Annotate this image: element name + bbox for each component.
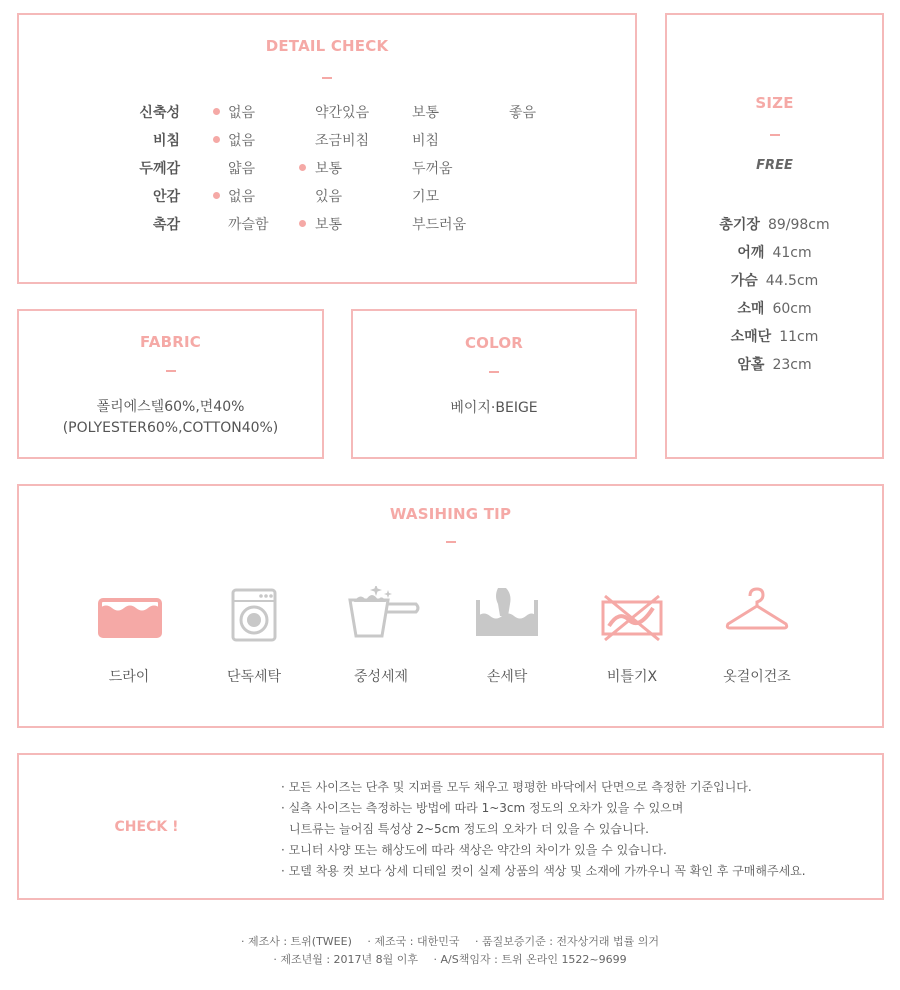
selected-dot bbox=[299, 164, 306, 171]
detail-option: 두꺼움 bbox=[412, 161, 453, 177]
detail-option: 까슬함 bbox=[228, 217, 269, 233]
detail-row-label: 신축성 bbox=[139, 105, 180, 121]
washing-tip-panel bbox=[17, 484, 884, 728]
detail-option: 없음 bbox=[228, 189, 256, 205]
size-subtitle: FREE bbox=[756, 158, 793, 173]
detail-option: 보통 bbox=[412, 105, 440, 121]
hand-wash-icon bbox=[442, 586, 572, 656]
detail-option: 약간있음 bbox=[315, 105, 370, 121]
wash-label: 단독세탁 bbox=[226, 669, 282, 685]
washing-machine-icon bbox=[189, 586, 319, 656]
neutral-detergent-icon bbox=[316, 586, 446, 656]
detail-check-divider bbox=[322, 77, 332, 79]
fabric-composition: 폴리에스텔60%,면40% bbox=[96, 399, 245, 415]
detail-row-label: 비침 bbox=[152, 133, 180, 149]
wash-label: 손세탁 bbox=[486, 669, 528, 685]
detail-row bbox=[19, 186, 635, 214]
size-title: SIZE bbox=[755, 94, 794, 112]
size-row bbox=[667, 214, 882, 234]
color-value: 베이지·BEIGE bbox=[450, 400, 538, 416]
color-divider bbox=[489, 371, 499, 373]
detail-row bbox=[19, 130, 635, 158]
footer-country: · 제조국 : 대한민국 bbox=[367, 935, 460, 948]
fabric-composition-english: (POLYESTER60%,COTTON40%) bbox=[62, 420, 279, 436]
check-title: CHECK ! bbox=[114, 819, 179, 835]
size-row-value: 23cm bbox=[772, 357, 812, 373]
size-row-value: 89/98cm bbox=[767, 217, 830, 233]
size-row-label: 총기장 bbox=[719, 217, 760, 233]
selected-dot bbox=[213, 136, 220, 143]
detail-row bbox=[19, 214, 635, 242]
footer-line-2 bbox=[0, 951, 900, 967]
size-row-label: 소매 bbox=[737, 301, 765, 317]
detail-row bbox=[19, 102, 635, 130]
check-note: 니트류는 늘어짐 특성상 2~5cm 정도의 오차가 더 있을 수 있습니다. bbox=[289, 822, 649, 836]
size-row bbox=[667, 354, 882, 374]
wash-label: 옷걸이건조 bbox=[723, 669, 791, 685]
size-row bbox=[667, 270, 882, 290]
check-note: · 모니터 사양 또는 해상도에 따라 색상은 약간의 차이가 있을 수 있습니다. bbox=[281, 843, 667, 857]
washing-tip-title: WASIHING TIP bbox=[389, 505, 512, 523]
detail-option: 있음 bbox=[315, 189, 343, 205]
detail-option: 좋음 bbox=[509, 105, 537, 121]
dry-clean-icon bbox=[64, 586, 194, 656]
size-row-value: 44.5cm bbox=[765, 273, 819, 289]
detail-row-label: 안감 bbox=[152, 189, 180, 205]
fabric-divider bbox=[166, 370, 176, 372]
size-row-label: 암홀 bbox=[737, 357, 765, 373]
detail-option: 없음 bbox=[228, 133, 256, 149]
selected-dot bbox=[299, 220, 306, 227]
size-row-value: 41cm bbox=[772, 245, 812, 261]
no-wring-icon bbox=[567, 586, 697, 656]
selected-dot bbox=[213, 192, 220, 199]
detail-row-label: 촉감 bbox=[152, 217, 180, 233]
detail-option: 얇음 bbox=[228, 161, 256, 177]
selected-dot bbox=[213, 108, 220, 115]
size-row bbox=[667, 242, 882, 262]
detail-option: 보통 bbox=[315, 217, 343, 233]
check-note: · 실측 사이즈는 측정하는 방법에 따라 1~3cm 정도의 오차가 있을 수 있으며 bbox=[281, 801, 684, 815]
size-divider bbox=[770, 134, 780, 136]
wash-label: 드라이 bbox=[108, 669, 150, 685]
wash-label: 비틀기X bbox=[606, 669, 658, 685]
size-row-value: 11cm bbox=[779, 329, 819, 345]
fabric-panel bbox=[17, 309, 324, 459]
footer-quality-standard: · 품질보증기준 : 전자상거래 법률 의거 bbox=[474, 935, 660, 948]
footer-manufacturer: · 제조사 : 트위(TWEE) bbox=[240, 935, 352, 948]
fabric-title: FABRIC bbox=[140, 333, 201, 351]
detail-option: 없음 bbox=[228, 105, 256, 121]
washing-tip-divider bbox=[446, 541, 456, 543]
check-note: · 모델 착용 컷 보다 상세 디테일 컷이 실제 상품의 색상 및 소재에 가까우니 꼭 확인 후 구매해주세요. bbox=[281, 864, 806, 878]
detail-option: 비침 bbox=[412, 133, 440, 149]
check-panel bbox=[17, 753, 884, 900]
check-notes bbox=[281, 777, 806, 882]
detail-row bbox=[19, 158, 635, 186]
footer-manufacture-date: · 제조년월 : 2017년 8월 이후 bbox=[273, 953, 419, 966]
detail-check-title: DETAIL CHECK bbox=[265, 37, 389, 55]
check-note: · 모든 사이즈는 단추 및 지퍼를 모두 채우고 평평한 바닥에서 단면으로 측정한 기준입니다. bbox=[281, 780, 752, 794]
size-panel bbox=[665, 13, 884, 459]
wash-label: 중성세제 bbox=[353, 669, 409, 685]
hanger-icon bbox=[692, 586, 822, 656]
color-title: COLOR bbox=[464, 334, 524, 352]
detail-row-label: 두께감 bbox=[139, 161, 180, 177]
size-row bbox=[667, 298, 882, 318]
color-panel bbox=[351, 309, 637, 459]
size-row-label: 가슴 bbox=[730, 273, 758, 289]
detail-option: 조금비침 bbox=[315, 133, 370, 149]
detail-option: 부드러움 bbox=[412, 217, 467, 233]
size-row-label: 소매단 bbox=[730, 329, 772, 345]
footer-line-1 bbox=[0, 933, 900, 949]
size-row-label: 어깨 bbox=[737, 245, 765, 261]
detail-option: 보통 bbox=[315, 161, 343, 177]
size-row-value: 60cm bbox=[772, 301, 812, 317]
size-row bbox=[667, 326, 882, 346]
detail-option: 기모 bbox=[412, 189, 440, 205]
detail-check-panel bbox=[17, 13, 637, 284]
footer-as-contact: · A/S책임자 : 트위 온라인 1522~9699 bbox=[433, 953, 627, 966]
